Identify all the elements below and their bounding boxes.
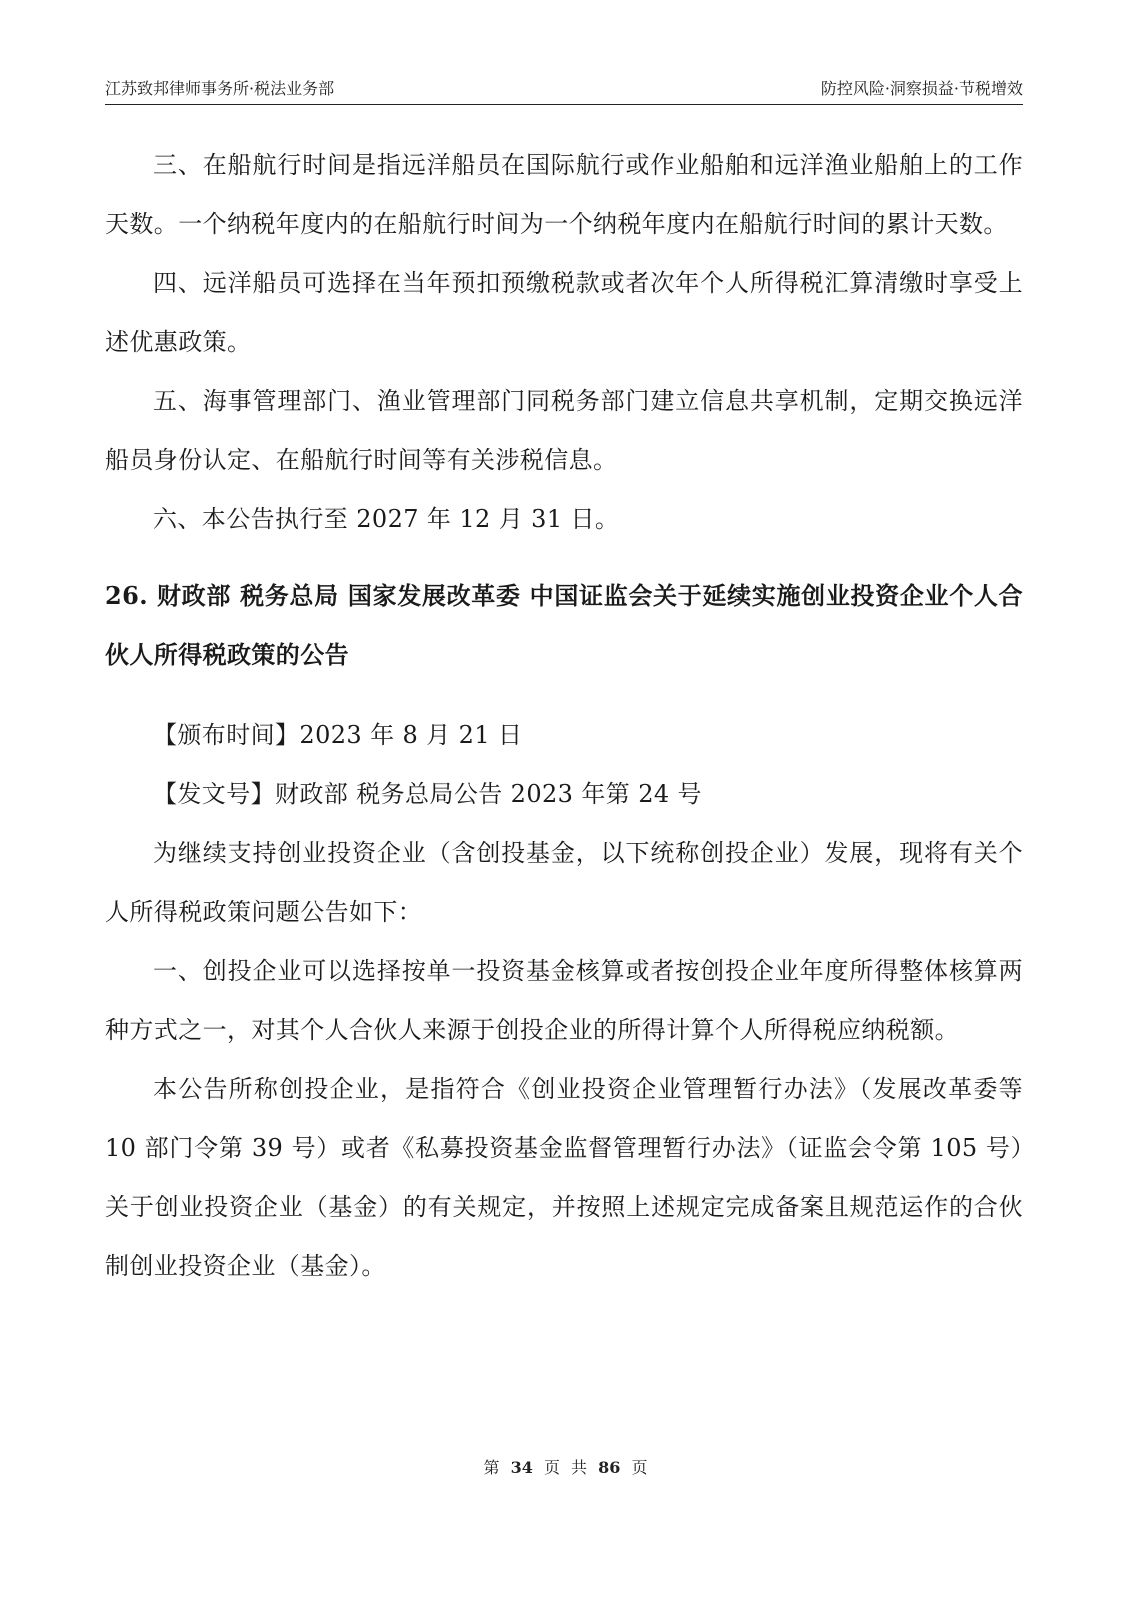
paragraph-article-6: 六、本公告执行至 2027 年 12 月 31 日。 bbox=[153, 505, 620, 533]
paragraph-article-4: 四、远洋船员可选择在当年预扣预缴税款或者次年个人所得税汇算清缴时享受上述优惠政策。 bbox=[105, 269, 1023, 356]
paragraph-article-5: 五、海事管理部门、渔业管理部门同税务部门建立信息共享机制，定期交换远洋船员身份认定、在船航行时间等有关涉税信息。 bbox=[105, 387, 1023, 474]
paragraph-article-1: 一、创投企业可以选择按单一投资基金核算或者按创投企业年度所得整体核算两种方式之一，对其个人合伙人来源于创投企业的所得计算个人所得税应纳税额。 bbox=[105, 957, 1023, 1044]
page-body bbox=[105, 136, 1023, 1296]
page-footer bbox=[0, 1457, 1131, 1479]
header-firm-name: 江苏致邦律师事务所·税法业务部 bbox=[105, 79, 335, 98]
footer-current-page: 34 bbox=[510, 1458, 533, 1477]
footer-middle: 页 共 bbox=[543, 1458, 588, 1477]
paragraph-article-3: 三、在船航行时间是指远洋船员在国际航行或作业船舶和远洋渔业船舶上的工作天数。一个纳税年度内的在船航行时间为一个纳税年度内在船航行时间的累计天数。 bbox=[105, 151, 1023, 238]
section-heading: 26. 财政部 税务总局 国家发展改革委 中国证监会关于延续实施创业投资企业个人合伙人所得税政策的公告 bbox=[105, 581, 1023, 669]
paragraph-definition: 本公告所称创投企业，是指符合《创业投资企业管理暂行办法》（发展改革委等 10 部门令第 39 号）或者《私募投资基金监督管理暂行办法》（证监会令第 105 号）关于创业投资企业（基金）的有关规定，并按照上述规定完成备案且规范运作的合伙制创业投资企业（基金）。 bbox=[105, 1075, 1023, 1280]
footer-total-pages: 86 bbox=[598, 1458, 621, 1477]
paragraph-intro: 为继续支持创业投资企业（含创投基金，以下统称创投企业）发展，现将有关个人所得税政策问题公告如下： bbox=[105, 839, 1023, 926]
page-header bbox=[105, 76, 1023, 105]
footer-prefix: 第 bbox=[483, 1458, 500, 1477]
header-slogan: 防控风险·洞察损益·节税增效 bbox=[820, 79, 1023, 98]
footer-suffix: 页 bbox=[631, 1458, 648, 1477]
document-number: 【发文号】财政部 税务总局公告 2023 年第 24 号 bbox=[153, 780, 702, 808]
publish-date: 【颁布时间】2023 年 8 月 21 日 bbox=[153, 721, 523, 749]
